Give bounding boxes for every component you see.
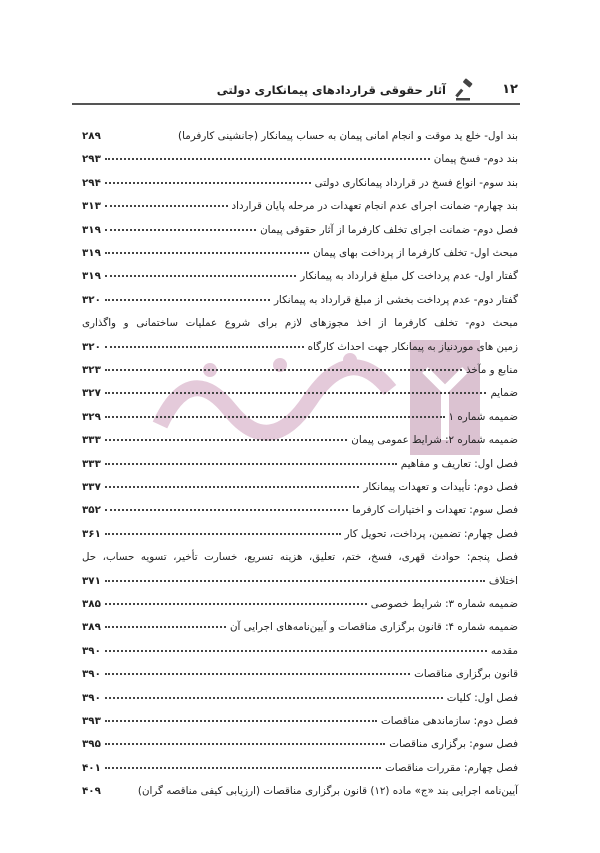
toc-entry-title: فصل پنجم: حوادث قهری، فسخ، ختم، تعلیق، هزینه تسریع، خسارت تأخیر، تسویه حساب، حل [82, 551, 518, 564]
toc-entry-page: ۲۸۹ [82, 130, 101, 142]
toc-entry [82, 732, 518, 750]
toc-entry-page: ۳۱۹ [82, 247, 101, 259]
dot-leader [105, 650, 487, 652]
toc-entry-page: ۳۹۰ [82, 691, 101, 704]
toc-entry-page: ۳۹۰ [82, 668, 101, 681]
toc-entry-page: ۳۳۷ [82, 481, 101, 493]
dot-leader [105, 369, 462, 371]
toc-entry-page: ۳۱۳ [82, 200, 101, 213]
dot-leader [105, 697, 443, 699]
toc-entry [82, 779, 518, 797]
dot-leader [105, 252, 309, 254]
toc-entry [82, 335, 518, 353]
toc-entry-title: فصل چهارم: تضمین، پرداخت، تحویل کار [344, 527, 518, 540]
toc-entry-title: ضمیمه شماره ۱ [448, 410, 518, 423]
toc-entry-page: ۳۱۹ [82, 223, 101, 236]
dot-leader [105, 205, 228, 207]
toc-entry-title: مبحث اول- تخلف کارفرما از پرداخت بهای پیمان [313, 247, 518, 259]
toc-entry-page: ۳۱۹ [82, 270, 101, 283]
toc-entry-page: ۲۹۳ [82, 153, 101, 166]
dot-leader [105, 486, 360, 488]
dot-leader [105, 509, 348, 511]
dot-leader [105, 182, 311, 184]
toc-entry-title: گفتار دوم- عدم پرداخت بخشی از مبلغ قرارداد به پیمانکار [273, 293, 518, 306]
toc-entry [82, 452, 518, 470]
toc-entry [82, 569, 518, 587]
dot-leader [105, 533, 341, 535]
toc-entry-page: ۳۸۹ [82, 621, 101, 634]
toc-entry [82, 592, 518, 610]
toc-entry-title: مقدمه [490, 644, 518, 657]
toc-entry-title: ضمیمه شماره ۲: شرایط عمومی پیمان [351, 434, 518, 447]
toc-entry [82, 288, 518, 306]
toc-entry [82, 522, 518, 540]
toc-entry-page: ۳۵۲ [82, 504, 101, 517]
toc-entry-title: قانون برگزاری مناقصات [414, 668, 518, 681]
toc-entry [82, 498, 518, 516]
toc-entry-page: ۴۰۹ [82, 785, 101, 798]
toc-entry-title: فصل اول: تعاریف و مفاهیم [400, 457, 518, 470]
toc-entry [82, 241, 518, 259]
gavel-icon [454, 78, 478, 102]
dot-leader [105, 392, 487, 394]
toc-entry [82, 381, 518, 399]
toc-entry-page: ۳۹۰ [82, 644, 101, 657]
toc-entry-title: زمین های موردنیاز به پیمانکار جهت احداث کارگاه [307, 340, 518, 353]
toc-entry-title: آیین‌نامه اجرایی بند «ج» ماده (۱۲) قانون برگزاری مناقصات (ارزیابی کیفی مناقصه گران) [137, 785, 518, 798]
dot-leader [105, 439, 347, 441]
toc-entry [82, 147, 518, 165]
running-title: آثار حقوقی قراردادهای پیمانکاری دولتی [216, 83, 446, 97]
toc-entry [82, 405, 518, 423]
toc-entry [82, 358, 518, 376]
dot-leader [105, 626, 226, 628]
toc-entry [82, 756, 518, 774]
dot-leader [105, 580, 485, 582]
toc-entry [82, 124, 518, 142]
toc-entry-page: ۳۹۵ [82, 738, 101, 751]
toc-entry-title: بند دوم- فسخ پیمان [433, 153, 518, 166]
toc-entry-page: ۳۲۳ [82, 364, 101, 376]
page-number: ۱۲ [502, 82, 518, 97]
toc-entry-title: گفتار اول- عدم پرداخت کل مبلغ قرارداد به پیمانکار [300, 270, 518, 283]
toc-entry-page: ۳۸۵ [82, 598, 101, 610]
dot-leader [105, 158, 430, 160]
toc-entry [82, 639, 518, 657]
dot-leader [105, 767, 381, 769]
toc-entry [82, 686, 518, 704]
page-header [72, 78, 518, 104]
dot-leader [105, 603, 367, 605]
toc-entry-page: ۳۲۹ [82, 410, 101, 423]
toc-entry-page: ۳۷۱ [82, 574, 101, 587]
toc-entry-page: ۳۲۰ [82, 340, 101, 353]
toc-entry-title: بند چهارم- ضمانت اجرای عدم انجام تعهدات در مرحله پایان قرارداد [231, 200, 518, 213]
toc-entry [82, 475, 518, 493]
toc-entry-title: ضمیمه شماره ۴: قانون برگزاری مناقصات و آیین‌نامه‌های اجرایی آن [229, 621, 518, 634]
dot-leader [105, 275, 296, 277]
toc-entry-title: فصل دوم: تأییدات و تعهدات پیمانکار [363, 481, 518, 493]
toc-entry-page: ۳۹۳ [82, 715, 101, 727]
dot-leader [105, 416, 445, 418]
toc-entry-title: ضمیمه شماره ۳: شرایط خصوصی [370, 598, 518, 610]
toc-entry-title: ضمایم [490, 387, 518, 400]
toc-entry-title: فصل سوم: برگزاری مناقصات [389, 738, 518, 751]
dot-leader [105, 299, 270, 301]
toc-entry [82, 662, 518, 680]
toc-entry-title: منابع و مآخذ [465, 364, 518, 376]
toc-entry [82, 545, 518, 563]
toc-entry [82, 709, 518, 727]
header-rule [72, 103, 520, 105]
dot-leader [105, 463, 397, 465]
toc-entry [82, 218, 518, 236]
toc-entry-page: ۳۳۳ [82, 457, 101, 470]
toc-entry-page: ۳۲۰ [82, 293, 101, 306]
toc-entry [82, 615, 518, 633]
toc-entry [82, 311, 518, 329]
dot-leader [105, 229, 256, 231]
toc-entry-title: مبحث دوم- تخلف کارفرما از اخذ مجوزهای لازم برای شروع عملیات ساختمانی و واگذاری [82, 317, 518, 330]
dot-leader [105, 346, 304, 348]
dot-leader [105, 720, 377, 722]
toc-entry-title: فصل چهارم: مقررات مناقصات [385, 761, 518, 774]
toc-entry-title: فصل اول: کلیات [446, 691, 518, 704]
dot-leader [105, 673, 410, 675]
toc-entry-page: ۴۰۱ [82, 761, 101, 774]
toc-entry-title: فصل دوم: سازماندهی مناقصات [381, 715, 518, 727]
toc-entry-page: ۳۲۷ [82, 387, 101, 400]
toc-entry-title: فصل سوم: تعهدات و اختیارات کارفرما [352, 504, 518, 517]
toc-entry-title: اختلاف [488, 574, 518, 587]
toc-entry-page: ۳۶۱ [82, 527, 101, 540]
toc-entry-page: ۲۹۴ [82, 176, 101, 189]
toc-entry-title: فصل دوم- ضمانت اجرای تخلف کارفرما از آثار حقوقی پیمان [260, 223, 518, 236]
toc-entry [82, 171, 518, 189]
dot-leader [105, 743, 385, 745]
toc-entry-title: بند اول- خلع ید موقت و انجام امانی پیمان به حساب پیمانکار (جانشینی کارفرما) [178, 130, 518, 142]
toc-entry [82, 428, 518, 446]
toc-entry [82, 264, 518, 282]
toc-entry [82, 194, 518, 212]
toc-entry-title: بند سوم- انواع فسخ در قرارداد پیمانکاری دولتی [314, 176, 518, 189]
toc-entry-page: ۳۳۳ [82, 434, 101, 447]
